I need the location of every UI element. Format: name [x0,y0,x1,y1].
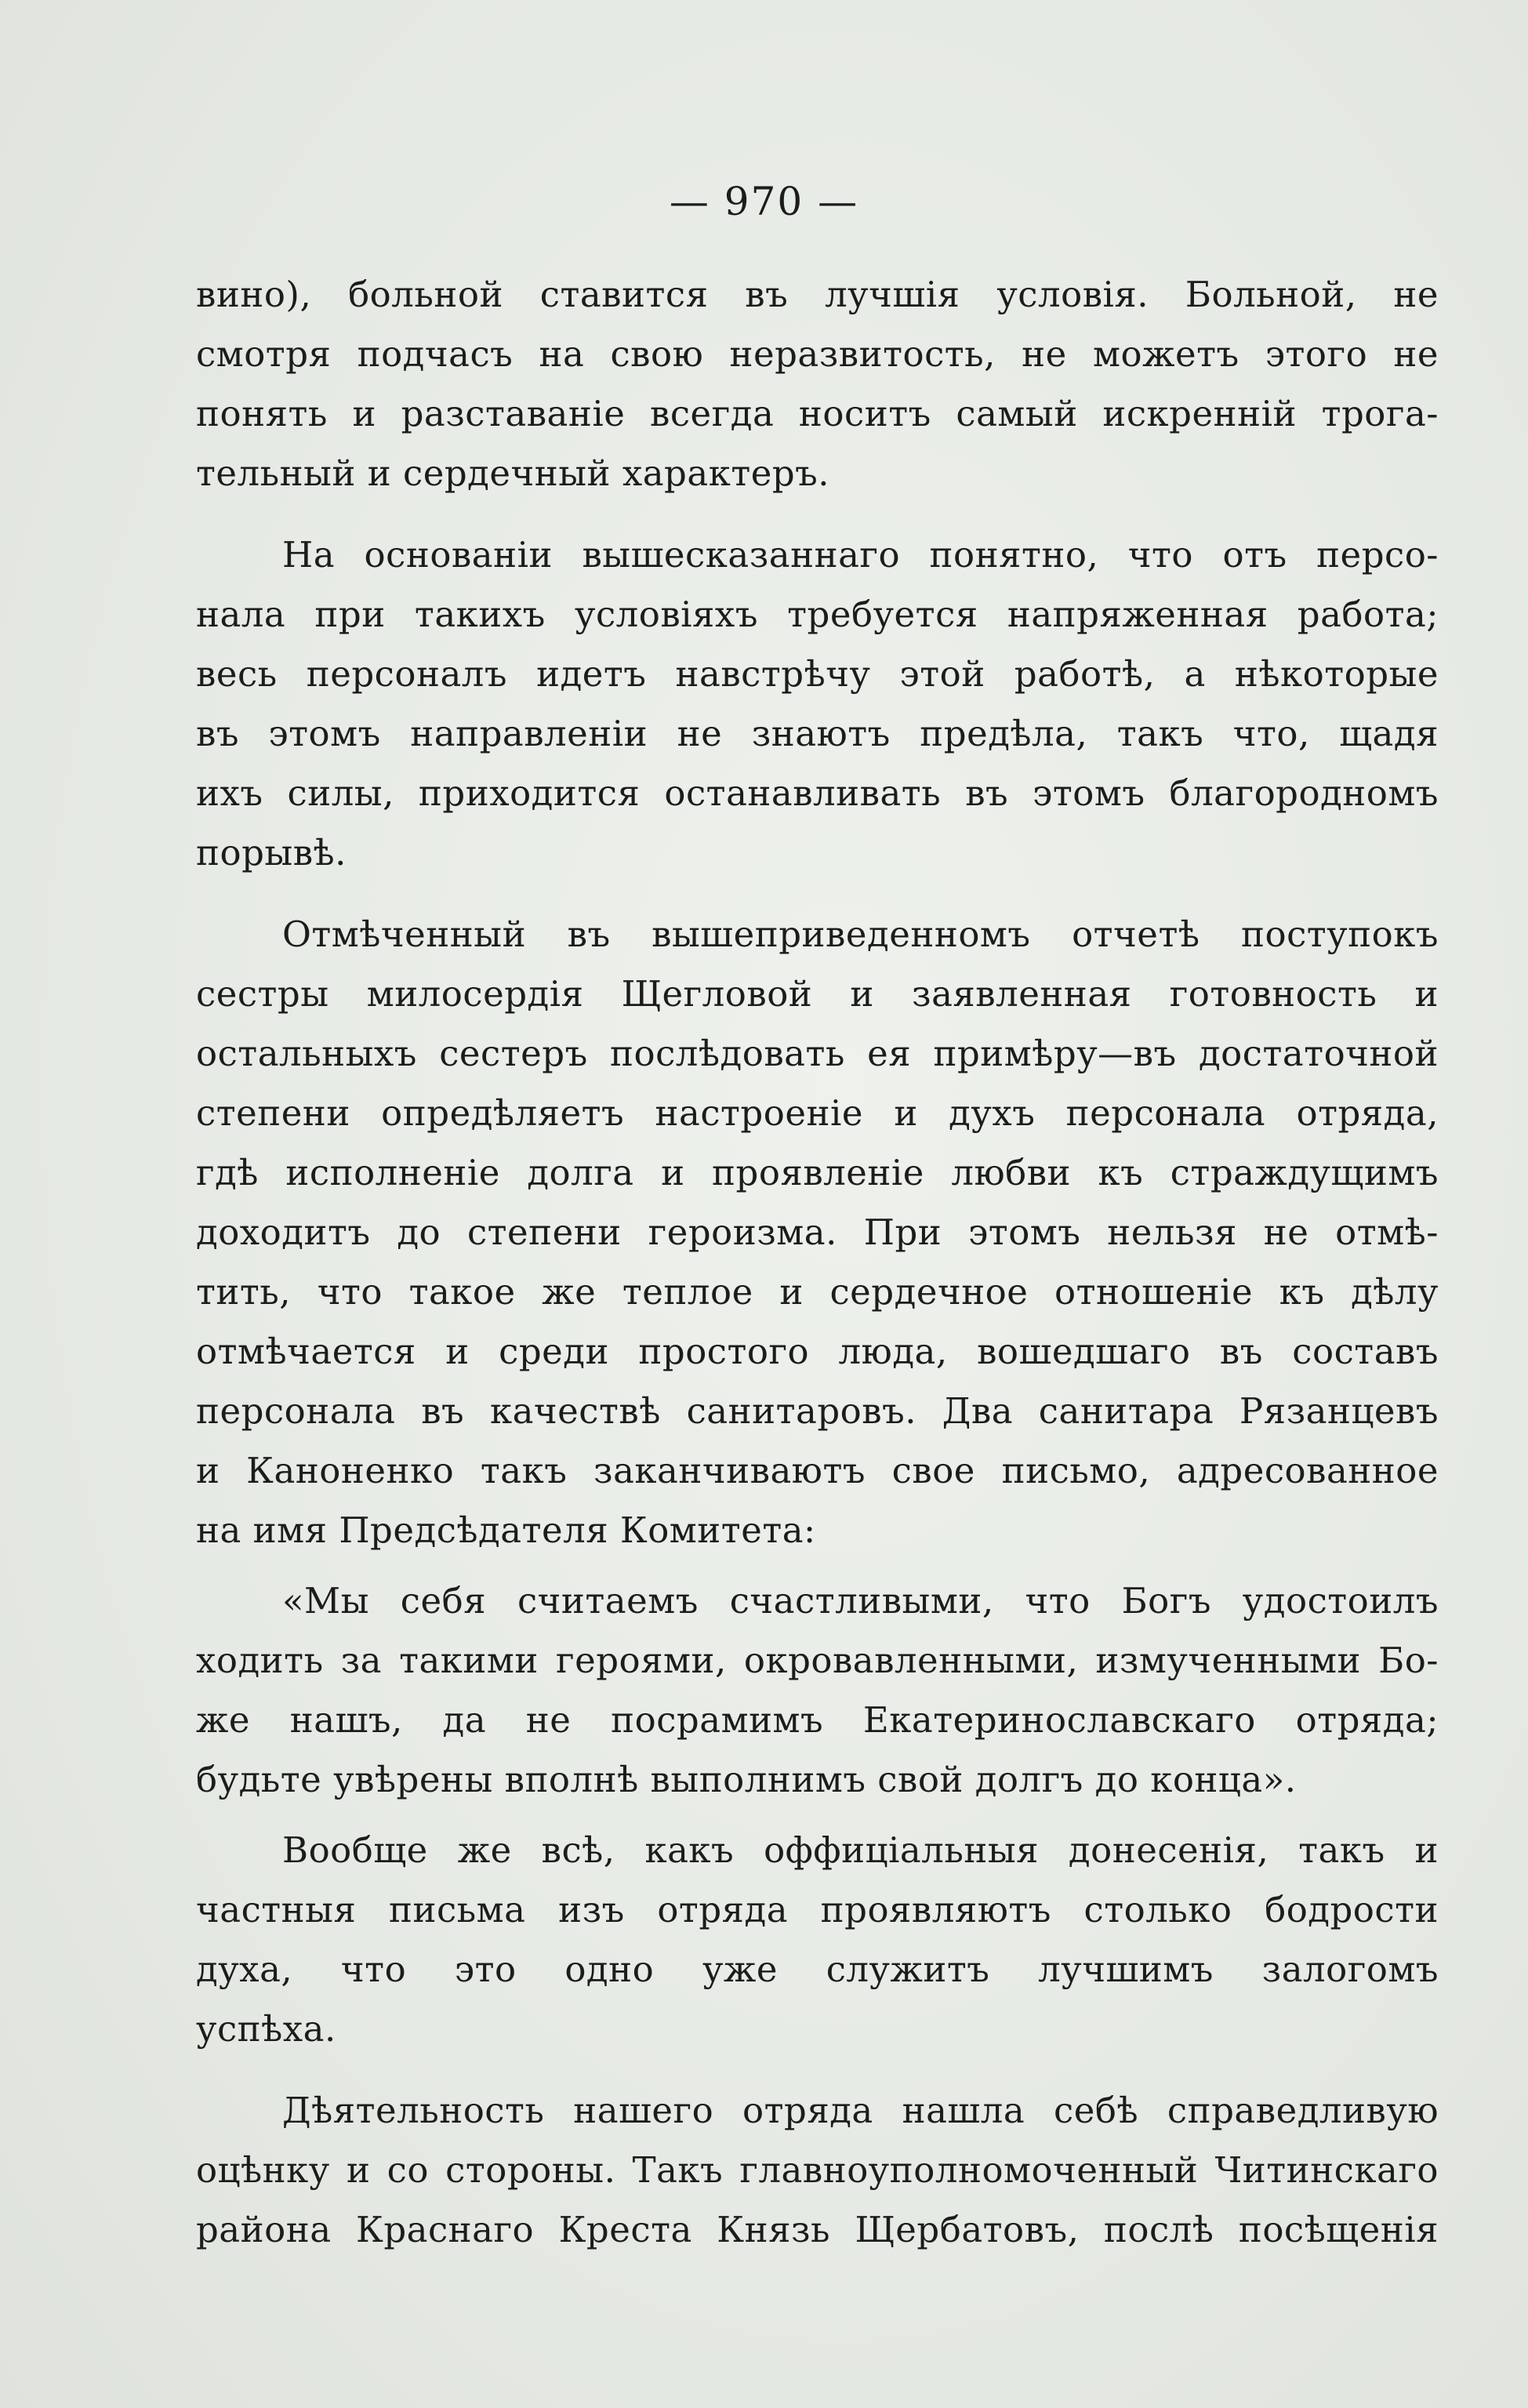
paragraph-6 [196,2081,1439,2260]
paragraph-2 [196,525,1439,883]
text-line: степени опредѣляетъ настроеніе и духъ персонала отряда, [196,1092,1439,1134]
paragraph-3 [196,905,1439,1560]
text-line: порывѣ. [196,832,347,873]
text-line: ихъ силы, приходится останавливать въ этомъ благородномъ [196,772,1439,814]
text-line: будьте увѣрены вполнѣ выполнимъ свой долгъ до конца». [196,1759,1297,1800]
paragraph-5 [196,1821,1439,2059]
text-line: успѣха. [196,2008,336,2050]
text-line: гдѣ исполненіе долга и проявленіе любви къ страждущимъ [196,1152,1439,1193]
text-line: персонала въ качествѣ санитаровъ. Два санитара Рязанцевъ [196,1390,1439,1432]
text-line: на имя Предсѣдателя Комитета: [196,1509,816,1551]
text-line: района Краснаго Креста Князь Щербатовъ, послѣ посѣщенія [196,2209,1439,2250]
text-line: вино), больной ставится въ лучшія условія. Больной, не [196,274,1439,315]
text-line: понять и разставаніе всегда носитъ самый искренній трога- [196,393,1439,434]
text-line: На основаніи вышесказаннаго понятно, что отъ персо- [282,534,1439,576]
text-line: въ этомъ направленіи не знаютъ предѣла, такъ что, щадя [196,713,1439,754]
text-line: частныя письма изъ отряда проявляютъ столько бодрости [196,1889,1439,1930]
text-line: Дѣятельность нашего отряда нашла себѣ справедливую [282,2090,1439,2131]
text-line: остальныхъ сестеръ послѣдовать ея примѣру—въ достаточной [196,1033,1439,1074]
text-line: тельный и сердечный характеръ. [196,452,830,494]
text-line: ходить за такими героями, окровавленными, измученными Бо- [196,1640,1439,1681]
text-line: нала при такихъ условіяхъ требуется напряженная работа; [196,594,1439,635]
text-line: «Мы себя считаемъ счастливыми, что Богъ удостоилъ [282,1580,1439,1622]
paragraph-4-quote [196,1571,1439,1810]
text-line: же нашъ, да не посрамимъ Екатеринославскаго отряда; [196,1699,1439,1741]
text-line: оцѣнку и со стороны. Такъ главноуполномоченный Читинскаго [196,2149,1439,2191]
body-text [196,265,1439,2260]
text-line: весь персоналъ идетъ навстрѣчу этой работѣ, а нѣкоторые [196,653,1439,695]
text-line: духа, что это одно уже служитъ лучшимъ залогомъ [196,1949,1439,1990]
text-line: Отмѣченный въ вышеприведенномъ отчетѣ поступокъ [282,913,1439,955]
text-line: доходитъ до степени героизма. При этомъ нельзя не отмѣ- [196,1211,1439,1253]
text-line: тить, что такое же теплое и сердечное отношеніе къ дѣлу [196,1271,1439,1313]
text-line: Вообще же всѣ, какъ оффиціальныя донесенія, такъ и [282,1829,1439,1871]
text-line: и Каноненко такъ заканчиваютъ свое письмо, адресованное [196,1450,1439,1491]
paragraph-1 [196,265,1439,503]
page-number: — 970 — [669,179,859,224]
text-line: отмѣчается и среди простого люда, вошедшаго въ составъ [196,1331,1439,1372]
text-line: смотря подчасъ на свою неразвитость, не можетъ этого не [196,333,1439,375]
text-line: сестры милосердія Щегловой и заявленная готовность и [196,973,1439,1015]
